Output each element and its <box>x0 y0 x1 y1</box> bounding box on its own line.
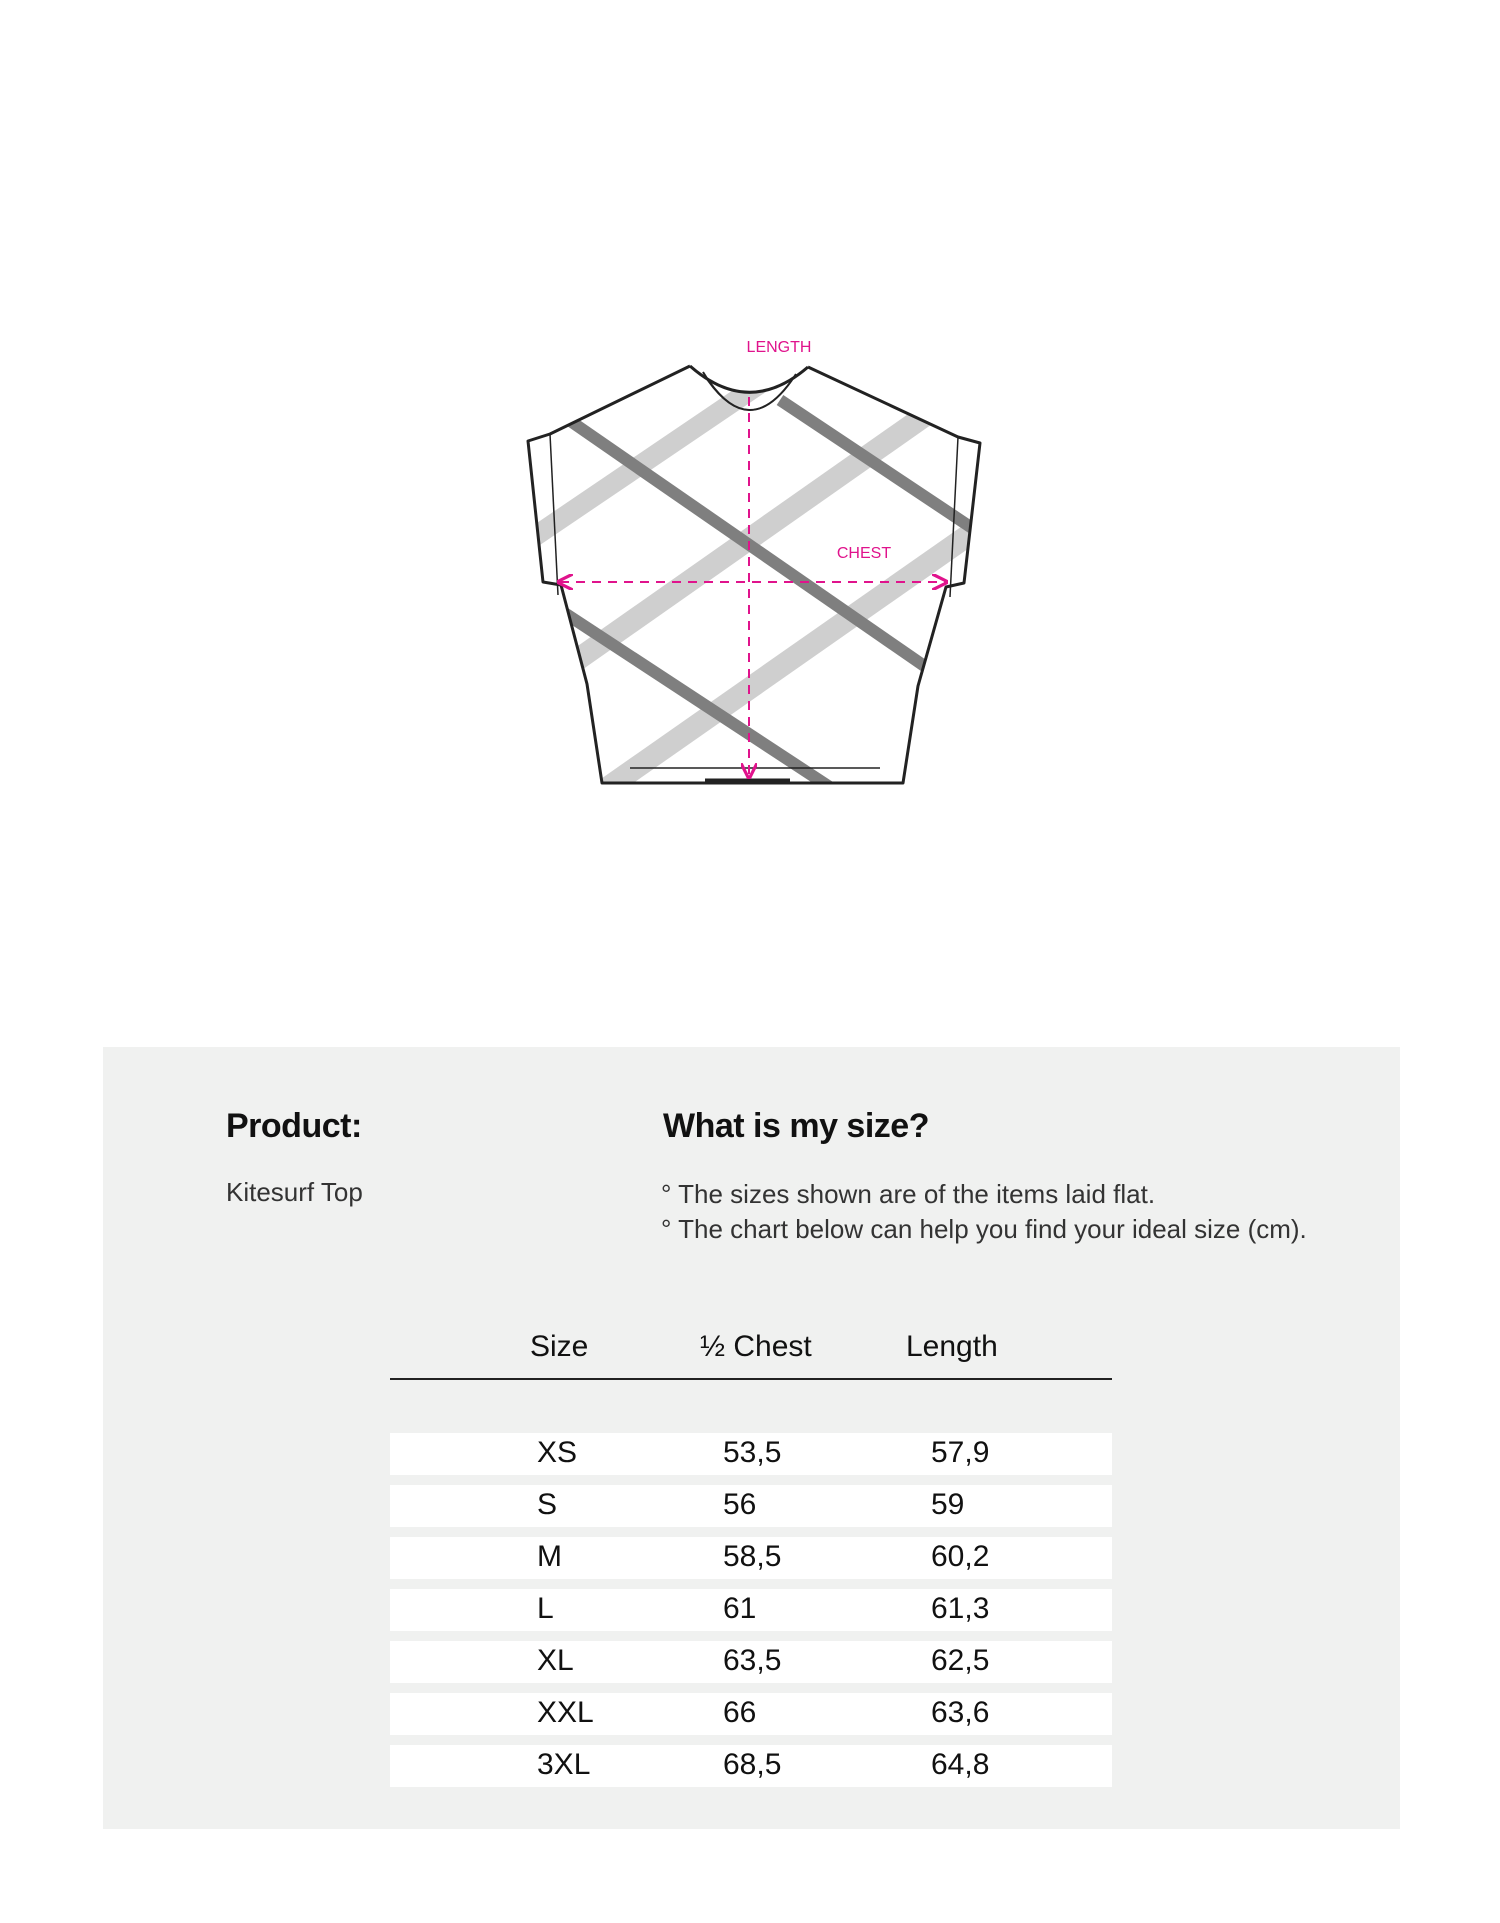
cell-chest: 63,5 <box>723 1644 782 1677</box>
header-length: Length <box>906 1330 998 1363</box>
shirt-stripes <box>500 350 990 820</box>
cell-length: 63,6 <box>931 1696 990 1729</box>
table-row <box>390 1589 1112 1631</box>
cell-length: 62,5 <box>931 1644 990 1677</box>
size-info-panel <box>103 1047 1400 1829</box>
table-row <box>390 1485 1112 1527</box>
table-row <box>390 1641 1112 1683</box>
cell-chest: 66 <box>723 1696 757 1729</box>
garment-diagram <box>0 0 1500 900</box>
cell-chest: 68,5 <box>723 1748 782 1781</box>
cell-size: L <box>537 1592 554 1625</box>
cell-size: S <box>537 1488 558 1521</box>
product-heading: Product: <box>226 1107 362 1145</box>
cell-size: XL <box>537 1644 574 1677</box>
cell-chest: 61 <box>723 1592 757 1625</box>
chest-label: CHEST <box>836 545 892 562</box>
cell-length: 57,9 <box>931 1436 990 1469</box>
table-body <box>390 1433 1112 1797</box>
cell-size: XXL <box>537 1696 594 1729</box>
table-header <box>390 1330 1112 1376</box>
cell-length: 64,8 <box>931 1748 990 1781</box>
header-size: Size <box>530 1330 589 1363</box>
cell-length: 59 <box>931 1488 965 1521</box>
cell-length: 61,3 <box>931 1592 990 1625</box>
size-note: ° The chart below can help you find your ideal size (cm). <box>661 1214 1307 1244</box>
header-chest: ½ Chest <box>700 1330 812 1363</box>
length-label: LENGTH <box>746 339 812 356</box>
cell-size: M <box>537 1540 562 1573</box>
table-row <box>390 1745 1112 1787</box>
cell-chest: 53,5 <box>723 1436 782 1469</box>
table-row <box>390 1537 1112 1579</box>
cell-chest: 58,5 <box>723 1540 782 1573</box>
size-notes <box>661 1177 1307 1247</box>
cell-chest: 56 <box>723 1488 757 1521</box>
size-note: ° The sizes shown are of the items laid flat. <box>661 1179 1156 1209</box>
table-row <box>390 1693 1112 1735</box>
product-name: Kitesurf Top <box>226 1177 363 1207</box>
cell-size: 3XL <box>537 1748 591 1781</box>
size-heading: What is my size? <box>663 1107 929 1145</box>
cell-length: 60,2 <box>931 1540 990 1573</box>
cell-size: XS <box>537 1436 578 1469</box>
size-table <box>390 1330 1112 1781</box>
header-divider <box>390 1378 1112 1380</box>
table-row <box>390 1433 1112 1475</box>
